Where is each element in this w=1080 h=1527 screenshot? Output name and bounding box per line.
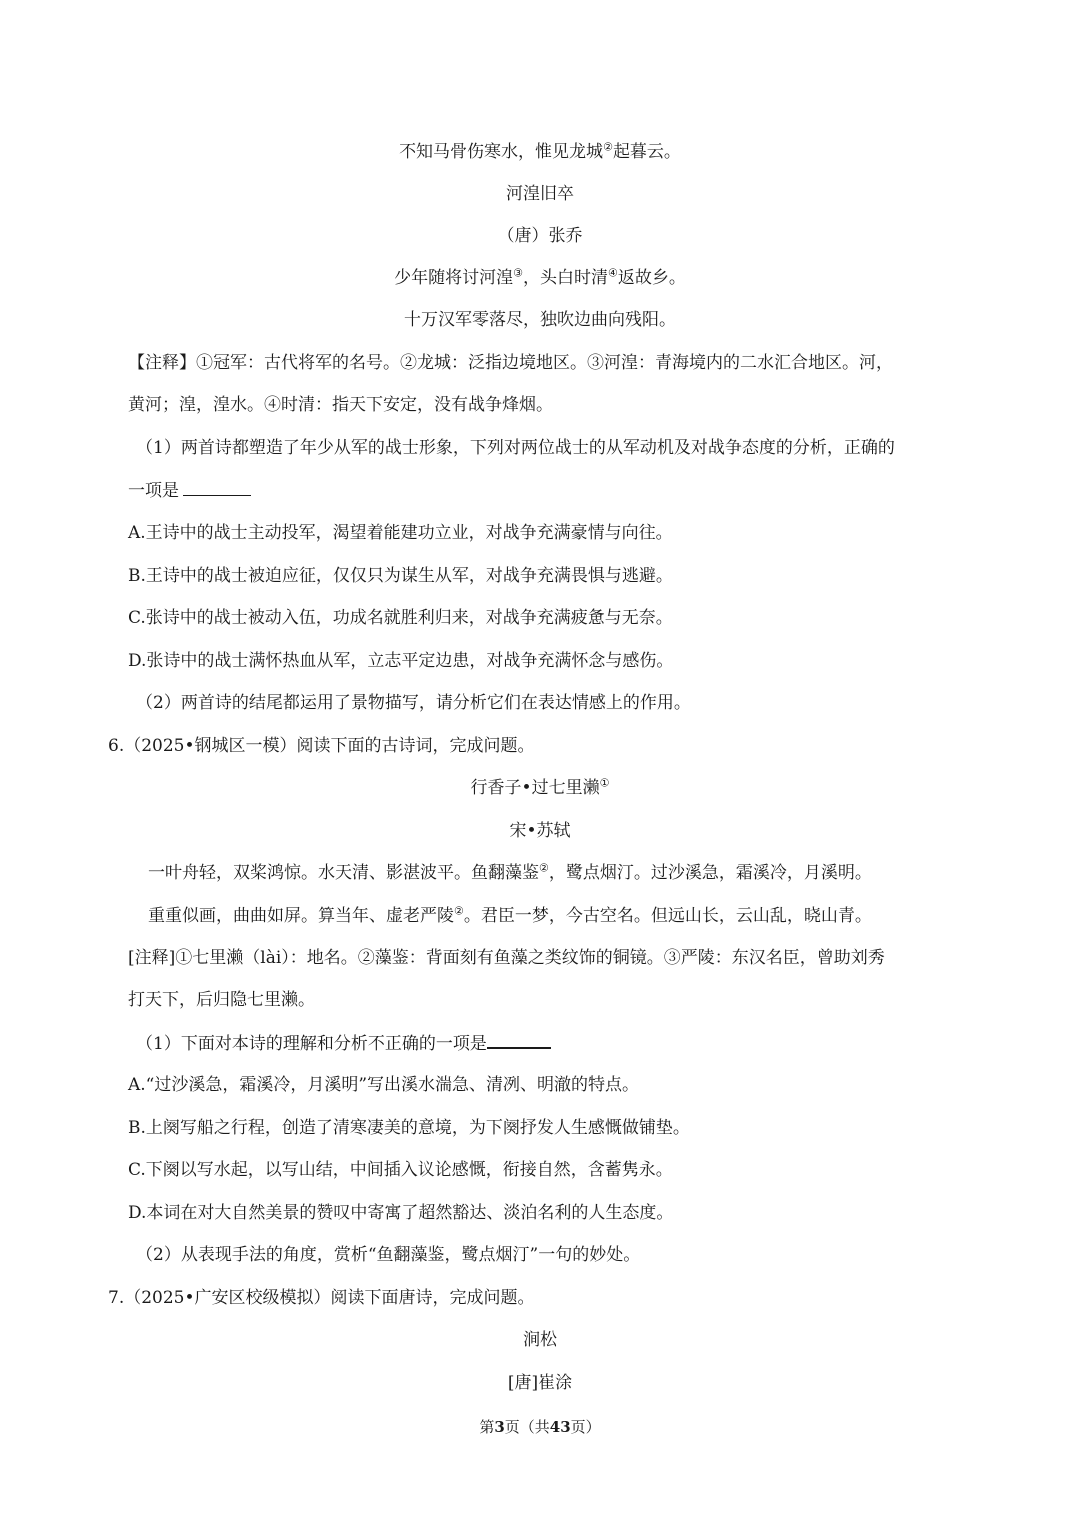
q7-poem-title: 涧松 (523, 1330, 557, 1350)
poem2-line-2: 十万汉军零落尽，独吹边曲向残阳。 (404, 310, 676, 330)
q5-sub2: （2）两首诗的结尾都运用了景物描写，请分析它们在表达情感上的作用。 (136, 693, 691, 713)
footer-text: 页（共 (504, 1418, 550, 1436)
q6-option-b: B.上阕写船之行程，创造了清寒凄美的意境，为下阕抒发人生感慨做铺垫。 (128, 1118, 690, 1138)
verse-text: 返故乡。 (617, 268, 686, 288)
q5-option-c: C.张诗中的战士被动入伍，功成名就胜利归来，对战争充满疲惫与无奈。 (128, 608, 673, 628)
q6-option-d: D.本词在对大自然美景的赞叹中寄寓了超然豁达、淡泊名利的人生态度。 (128, 1203, 674, 1223)
q6-option-a: A.“过沙溪急，霜溪冷，月溪明”写出溪水湍急、清冽、明澈的特点。 (128, 1075, 640, 1095)
q5-option-b: B.王诗中的战士被迫应征，仅仅只为谋生从军，对战争充满畏惧与逃避。 (128, 566, 673, 586)
q6-notes-line-2: 打天下，后归隐七里濑。 (128, 990, 315, 1010)
q5-sub1-line-2 (128, 479, 251, 503)
verse-text: 不知马骨伤寒水，惟见龙城 (399, 142, 604, 162)
q7-poem-author: [唐]崔涂 (507, 1373, 573, 1393)
footer-text: 第 (479, 1418, 495, 1436)
poem1-last-line (0, 140, 1080, 164)
verse-text: 。君臣一梦，今古空名。但远山长，云山乱，晓山青。 (463, 906, 872, 926)
q6-option-c: C.下阕以写水起，以写山结，中间插入议论感慨，衔接自然，含蓄隽永。 (128, 1160, 673, 1180)
page-total: 43 (549, 1418, 571, 1436)
footnote-marker: ③ (513, 266, 523, 280)
question-text: 一项是 (128, 481, 179, 501)
verse-text: 起暮云。 (612, 142, 681, 162)
q7-header: 7.（2025•广安区校级模拟）阅读下面唐诗，完成问题。 (108, 1288, 535, 1308)
answer-blank[interactable] (183, 479, 251, 496)
footer-text: 页） (570, 1418, 601, 1436)
verse-text: ，头白时清 (523, 268, 608, 288)
poem2-author: （唐）张乔 (497, 226, 583, 246)
q6-sub2: （2）从表现手法的角度，赏析“鱼翻藻鉴，鹭点烟汀”一句的妙处。 (136, 1245, 641, 1265)
verse-text: 少年随将讨河湟 (394, 268, 514, 288)
footnote-marker: ① (599, 776, 610, 790)
question-text: （1）下面对本诗的理解和分析不正确的一项是 (136, 1034, 487, 1054)
footnote-marker: ② (454, 904, 464, 918)
footnote-marker: ④ (608, 266, 618, 280)
poem2-title: 河湟旧卒 (506, 184, 574, 204)
q6-poem-title (0, 776, 1080, 800)
q6-header: 6.（2025•钢城区一模）阅读下面的古诗词，完成问题。 (108, 736, 535, 756)
footnote-marker: ② (539, 861, 549, 875)
verse-text: ，鹭点烟汀。过沙溪急，霜溪冷，月溪明。 (548, 863, 872, 883)
page-number: 3 (494, 1418, 505, 1436)
q5-notes-line-2: 黄河；湟，湟水。④时清：指天下安定，没有战争烽烟。 (128, 395, 553, 415)
q6-verse-1 (148, 861, 872, 885)
q5-option-a: A.王诗中的战士主动投军，渴望着能建功立业，对战争充满豪情与向往。 (128, 523, 673, 543)
verse-text: 重重似画，曲曲如屏。算当年、虚老严陵 (148, 906, 454, 926)
q6-notes-line-1: [注释]①七里濑（lài）：地名。②藻鉴：背面刻有鱼藻之类纹饰的铜镜。③严陵：东汉名臣，曾助刘秀 (128, 948, 885, 968)
q6-verse-2 (148, 904, 872, 928)
q5-sub1-line-1: （1）两首诗都塑造了年少从军的战士形象，下列对两位战士的从军动机及对战争态度的分析，正确的 (136, 438, 895, 458)
q5-notes-line-1: 【注释】①冠军：古代将军的名号。②龙城：泛指边境地区。③河湟：青海境内的二水汇合地区。河， (128, 353, 893, 373)
answer-blank[interactable] (487, 1031, 551, 1049)
poem-title-text: 行香子•过七里濑 (470, 778, 600, 798)
q6-poem-author: 宋•苏轼 (509, 821, 571, 841)
footnote-marker: ② (603, 140, 613, 154)
poem2-line-1 (0, 266, 1080, 290)
verse-text: 一叶舟轻，双桨鸿惊。水天清、影湛波平。鱼翻藻鉴 (148, 863, 539, 883)
q6-sub1 (136, 1031, 551, 1056)
q5-option-d: D.张诗中的战士满怀热血从军，立志平定边患，对战争充满怀念与感伤。 (128, 651, 674, 671)
page-footer (0, 1415, 1080, 1439)
